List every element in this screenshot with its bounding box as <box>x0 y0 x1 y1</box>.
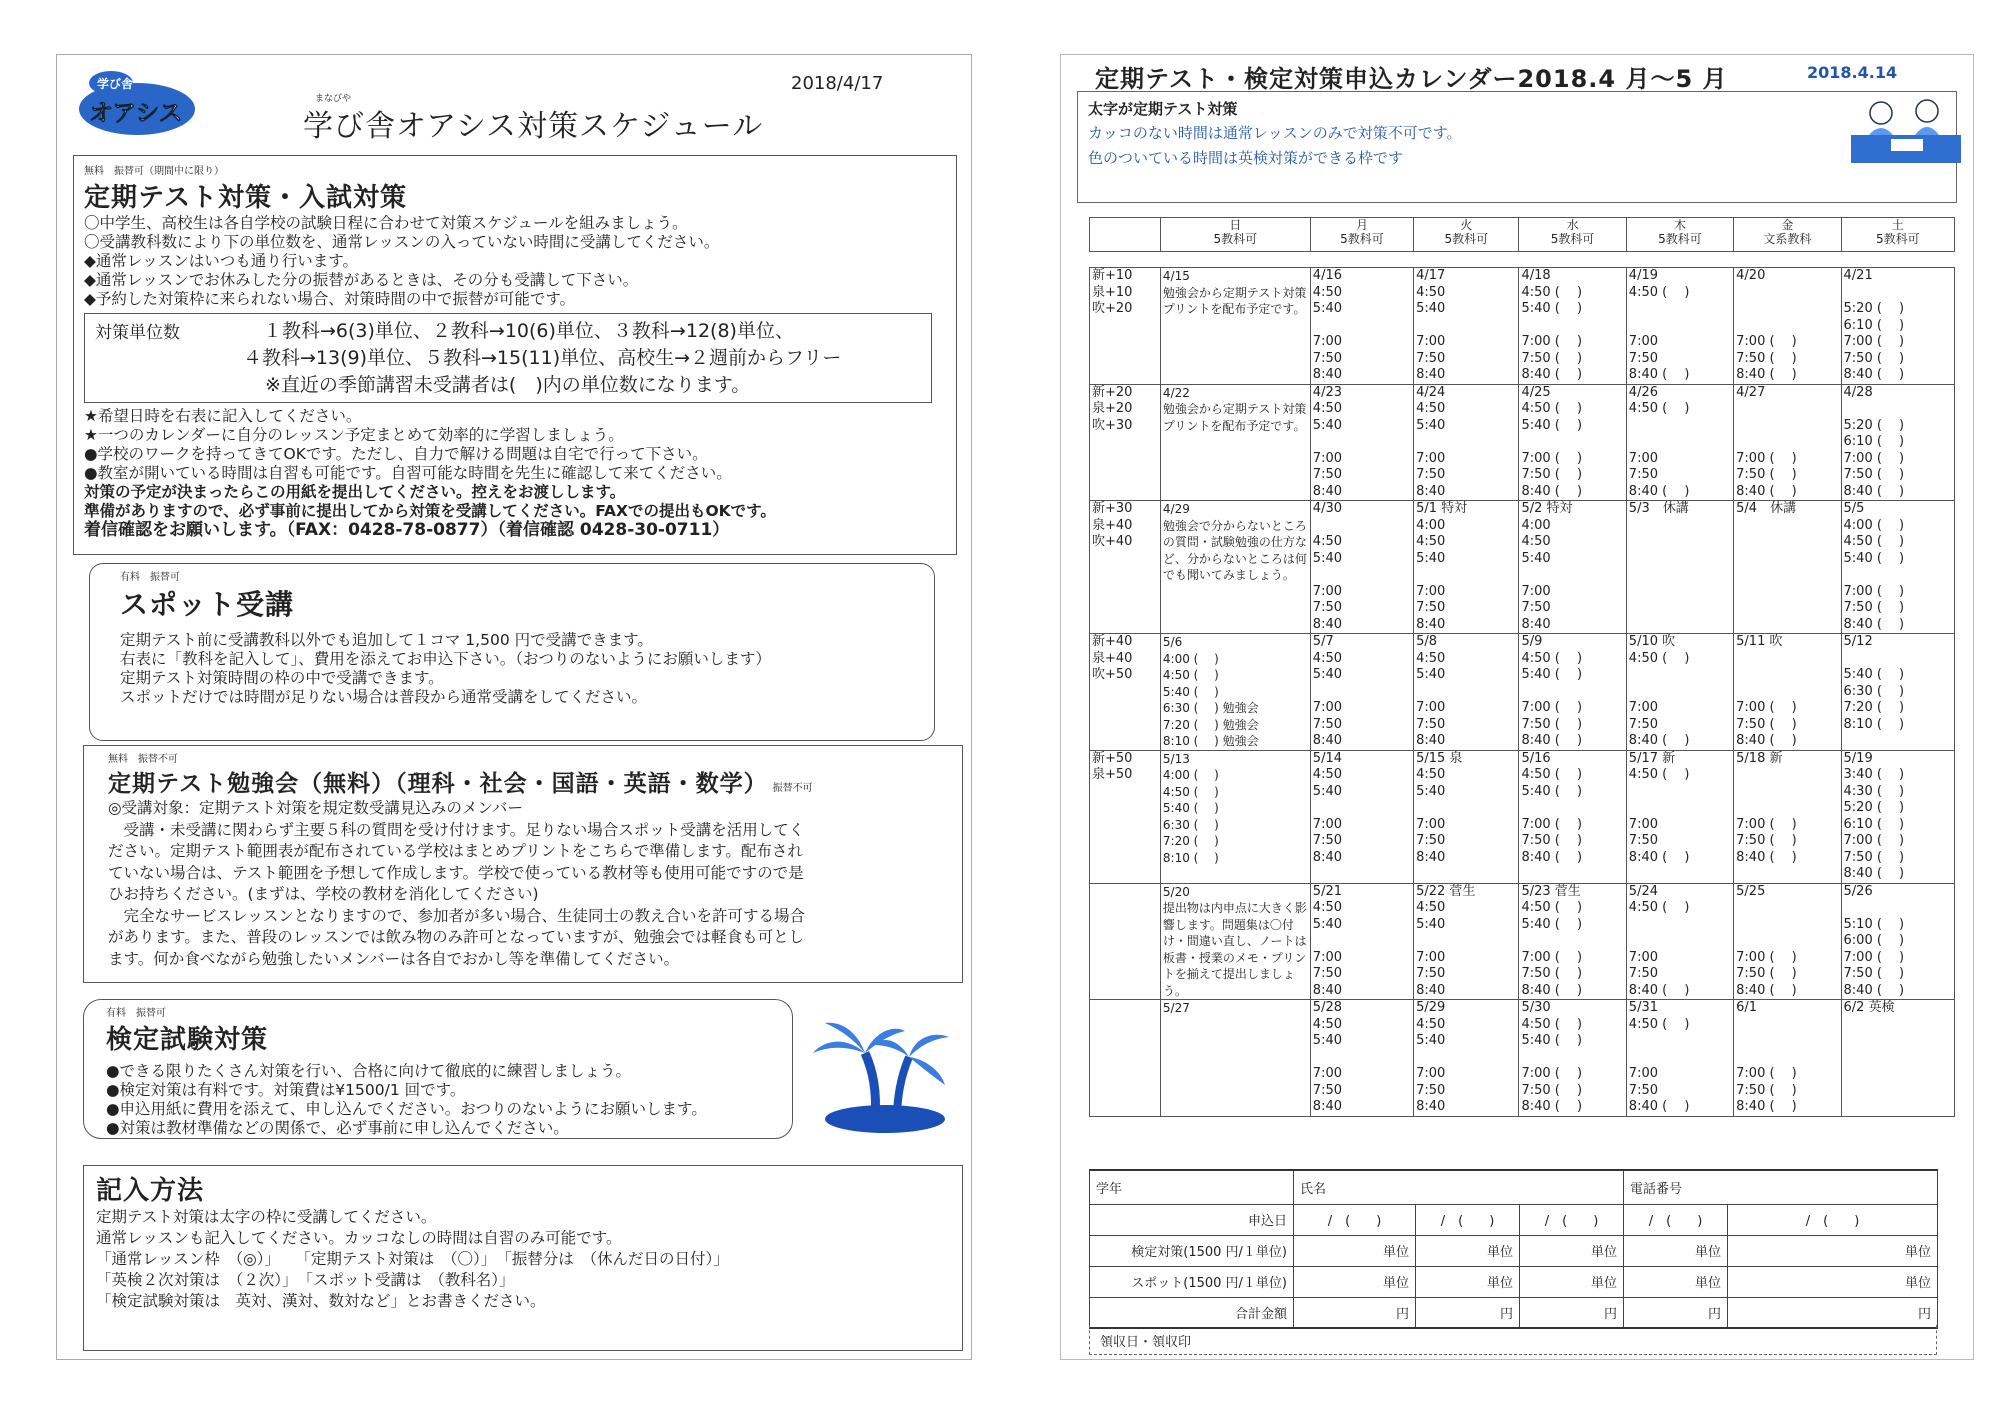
svg-text:学び舎: 学び舎 <box>97 77 134 91</box>
sec3-note: 無料 振替不可 <box>108 754 178 765</box>
section-teiki-test <box>73 155 957 555</box>
sec1-after: ●学校のワークを持ってきてOKです。ただし、自力で解ける問題は自宅で行って下さい。 <box>84 445 708 463</box>
form-cell[interactable]: 単位 <box>1416 1266 1520 1297</box>
day-cell-tue[interactable]: 5/8 4:50 5:40 7:00 7:50 8:40 <box>1414 634 1519 751</box>
calendar-week-row <box>1090 634 1955 751</box>
day-cell-thu[interactable]: 5/31 4:50 ( ) 7:00 7:50 8:40 ( ) <box>1626 1000 1733 1117</box>
day-cell-fri[interactable]: 5/18 新 7:00 ( ) 7:50 ( ) 8:40 ( ) <box>1734 750 1841 883</box>
section-kinyu <box>83 1165 963 1351</box>
sec3-line: 受講・未受講に関わらず主要５科の質問を受け付けます。足りない場合スポット受講を活用してく <box>108 820 805 839</box>
receipt-label: 領収日・領収印 <box>1100 1335 1192 1350</box>
legend-box <box>1077 91 1957 203</box>
form-cell[interactable]: 単位 <box>1728 1235 1938 1266</box>
day-cell-fri[interactable]: 4/20 7:00 ( ) 7:50 ( ) 8:40 ( ) <box>1734 268 1841 385</box>
sec5-heading: 記入方法 <box>96 1176 205 1206</box>
unit-count-label: 対策単位数 <box>95 323 180 343</box>
sec5-line: 「検定試験対策は 英対、漢対、数対など」とお書きください。 <box>96 1292 546 1310</box>
form-row-label: スポット(1500 円/１単位) <box>1090 1266 1294 1297</box>
form-cell[interactable]: 単位 <box>1624 1266 1728 1297</box>
week-count-cell: 新+20 泉+20 吹+30 <box>1090 384 1161 501</box>
form-cell[interactable]: 単位 <box>1294 1266 1416 1297</box>
form-cell[interactable]: 単位 <box>1294 1235 1416 1266</box>
application-form <box>1089 1169 1938 1329</box>
day-cell-thu[interactable]: 4/19 4:50 ( ) 7:00 7:50 8:40 ( ) <box>1626 268 1733 385</box>
sec5-line: 定期テスト対策は太字の枠に受講してください。 <box>96 1208 437 1226</box>
day-cell-tue[interactable]: 5/29 4:50 5:40 7:00 7:50 8:40 <box>1414 1000 1519 1117</box>
week-count-cell: 新+40 泉+40 吹+50 <box>1090 634 1161 751</box>
sec3-line: ひお持ちください。(まずは、学校の教材を消化してください) <box>108 885 539 903</box>
left-date: 2018/4/17 <box>791 73 884 94</box>
header-thu: 木 5教科可 <box>1626 218 1733 252</box>
calendar-corner <box>1090 218 1161 252</box>
calendar-table <box>1089 217 1955 1117</box>
form-cell[interactable]: 単位 <box>1520 1235 1624 1266</box>
sec2-note: 有料 振替可 <box>120 572 180 583</box>
day-cell-sat[interactable]: 6/2 英検 <box>1841 1000 1954 1117</box>
week-count-cell <box>1090 883 1161 1000</box>
form-cell[interactable]: 単位 <box>1416 1235 1520 1266</box>
week-count-cell <box>1090 1000 1161 1117</box>
header-sun: 日 5教科可 <box>1160 218 1310 252</box>
week-count-cell: 新+10 泉+10 吹+20 <box>1090 268 1161 385</box>
day-cell-tue[interactable]: 4/17 4:50 5:40 7:00 7:50 8:40 <box>1414 268 1519 385</box>
day-cell-tue[interactable]: 5/22 菅生 4:50 5:40 7:00 7:50 8:40 <box>1414 883 1519 1000</box>
day-cell-sat[interactable]: 5/5 4:00 ( ) 4:50 ( ) 5:40 ( ) 7:00 ( ) 7:50 ( ) 8:40 ( ) <box>1841 501 1954 634</box>
day-cell-wed[interactable]: 5/9 4:50 ( ) 5:40 ( ) 7:00 ( ) 7:50 ( ) 8:40 ( ) <box>1519 634 1626 751</box>
sec2-line: 定期テスト前に受講教科以外でも追加して１コマ 1,500 円で受講できます。 <box>120 631 653 649</box>
sec5-line: 「英検２次対策は （２次）」 「スポット受講は （教科名）」 <box>96 1271 515 1289</box>
sec3-line: 完全なサービスレッスンとなりますので、参加者が多い場合、生徒同士の教え合いを許可する場合 <box>108 906 806 925</box>
form-row-label: 合計金額 <box>1090 1297 1294 1328</box>
day-cell-sat[interactable]: 4/21 5:20 ( ) 6:10 ( ) 7:00 ( ) 7:50 ( ) 8:40 ( ) <box>1841 268 1954 385</box>
day-cell-fri[interactable]: 5/11 吹 7:00 ( ) 7:50 ( ) 8:40 ( ) <box>1734 634 1841 751</box>
day-cell-thu[interactable]: 5/3 休講 <box>1626 501 1733 634</box>
header-tue: 火 5教科可 <box>1414 218 1519 252</box>
sec3-line: ◎受講対象：定期テスト対策を規定数受講見込みのメンバー <box>108 799 523 817</box>
right-page <box>1060 54 1974 1360</box>
day-cell-fri[interactable]: 6/1 7:00 ( ) 7:50 ( ) 8:40 ( ) <box>1734 1000 1841 1117</box>
day-cell-sun[interactable]: 4/22 勉強会から定期テスト対策プリントを配布予定です。 <box>1160 384 1310 501</box>
sec3-line: ださい。定期テスト範囲表が配布されている学校はまとめプリントをこちらで準備します。配布され <box>108 842 803 860</box>
sec4-note: 有料 振替可 <box>106 1008 166 1019</box>
form-cell[interactable]: / ( ) <box>1624 1204 1728 1235</box>
day-cell-fri[interactable]: 5/25 7:00 ( ) 7:50 ( ) 8:40 ( ) <box>1734 883 1841 1000</box>
form-cell[interactable]: 単位 <box>1624 1235 1728 1266</box>
day-cell-wed[interactable]: 5/16 4:50 ( ) 5:40 ( ) 7:00 ( ) 7:50 ( ) 8:40 ( ) <box>1519 750 1626 883</box>
sec1-after: ★一つのカレンダーに自分のレッスン予定まとめて効率的に学習しましょう。 <box>84 426 624 444</box>
section-kentei <box>83 999 793 1139</box>
day-cell-thu[interactable]: 4/26 4:50 ( ) 7:00 7:50 8:40 ( ) <box>1626 384 1733 501</box>
svg-text:オアシス: オアシス <box>89 99 183 127</box>
sec5-line: 「通常レッスン枠 （◎）」 「定期テスト対策は （〇）」 「振替分は （休んだ日の日付）」 <box>96 1250 729 1268</box>
day-cell-wed[interactable]: 5/23 菅生 4:50 ( ) 5:40 ( ) 7:00 ( ) 7:50 ( ) 8:40 ( ) <box>1519 883 1626 1000</box>
sec3-line: があります。また、普段のレッスンでは飲み物のみ許可となっていますが、勉強会では軽食も可とし <box>108 928 805 946</box>
week-count-cell: 新+50 泉+50 <box>1090 750 1161 883</box>
students-illustration-icon <box>1851 91 1961 163</box>
sec5-line: 通常レッスンも記入してください。カッコなしの時間は自習のみ可能です。 <box>96 1229 622 1247</box>
sec1-line: 〇受講教科数により下の単位数を、通常レッスンの入っていない時間に受講してください。 <box>84 233 720 251</box>
day-cell-sat[interactable]: 5/19 3:40 ( ) 4:30 ( ) 5:20 ( ) 6:10 ( ) 7:00 ( ) 7:50 ( ) 8:40 ( ) <box>1841 750 1954 883</box>
calendar-week-row <box>1090 501 1955 634</box>
form-cell[interactable]: 円 <box>1416 1297 1520 1328</box>
day-cell-sat[interactable]: 5/26 5:10 ( ) 6:00 ( ) 7:00 ( ) 7:50 ( ) 8:40 ( ) <box>1841 883 1954 1000</box>
day-cell-fri[interactable]: 4/27 7:00 ( ) 7:50 ( ) 8:40 ( ) <box>1734 384 1841 501</box>
sec3-line: ます。何か食べながら勉強したいメンバーは各自でおかし等を準備してください。 <box>108 949 680 968</box>
palm-tree-icon <box>805 1001 955 1141</box>
sec3-heading: 定期テスト勉強会（無料）（理科・社会・国語・英語・数学） <box>108 771 768 797</box>
header-fri: 金 文系教科 <box>1734 218 1841 252</box>
calendar-week-row <box>1090 1000 1955 1117</box>
header-mon: 月 5教科可 <box>1310 218 1413 252</box>
form-cell[interactable]: 円 <box>1624 1297 1728 1328</box>
sec3-line: ていない場合は、テスト範囲を予想して作成します。学校で使っている教材等も使用可能ですので是 <box>108 863 804 882</box>
legend-bold: 太字が定期テスト対策 <box>1088 100 1238 118</box>
calendar-week-row <box>1090 883 1955 1000</box>
week-count-cell: 新+30 泉+40 吹+40 <box>1090 501 1161 634</box>
day-cell-mon[interactable]: 4/23 4:50 5:40 7:00 7:50 8:40 <box>1310 384 1413 501</box>
form-cell[interactable]: 単位 <box>1728 1266 1938 1297</box>
day-cell-sun[interactable]: 4/15 勉強会から定期テスト対策プリントを配布予定です。 <box>1160 268 1310 385</box>
day-cell-fri[interactable]: 5/4 休講 <box>1734 501 1841 634</box>
sec4-line: ●検定対策は有料です。対策費は¥1500/1 回です。 <box>106 1081 466 1099</box>
day-cell-wed[interactable]: 5/30 4:50 ( ) 5:40 ( ) 7:00 ( ) 7:50 ( ) 8:40 ( ) <box>1519 1000 1626 1117</box>
sec2-heading: スポット受講 <box>120 588 295 621</box>
section-benkyokai <box>83 745 963 983</box>
day-cell-sun[interactable]: 5/27 <box>1160 1000 1310 1117</box>
day-cell-mon[interactable]: 5/28 4:50 5:40 7:00 7:50 8:40 <box>1310 1000 1413 1117</box>
sec1-after: ●教室が開いている時間は自習も可能です。自習可能な時間を先生に確認して来てください。 <box>84 464 732 482</box>
form-row-label: 申込日 <box>1090 1204 1294 1235</box>
unit-count-box <box>84 313 932 403</box>
unit-line: ４教科→13(9)単位、５教科→15(11)単位、高校生→２週前からフリー <box>243 347 842 369</box>
form-cell[interactable]: 単位 <box>1520 1266 1624 1297</box>
receipt-row <box>1089 1325 1937 1355</box>
form-cell[interactable]: 円 <box>1294 1297 1416 1328</box>
calendar-date: 2018.4.14 <box>1807 63 1898 82</box>
day-cell-mon[interactable]: 4/16 4:50 5:40 7:00 7:50 8:40 <box>1310 268 1413 385</box>
sec2-line: 定期テスト対策時間の枠の中で受講できます。 <box>120 669 444 687</box>
left-title: 学び舎オアシス対策スケジュール <box>303 109 764 144</box>
day-cell-sun[interactable]: 5/13 4:00 ( ) 4:50 ( ) 5:40 ( ) 6:30 ( ) 7:20 ( ) 8:10 ( ) <box>1160 750 1310 883</box>
day-cell-wed[interactable]: 4/25 4:50 ( ) 5:40 ( ) 7:00 ( ) 7:50 ( ) 8:40 ( ) <box>1519 384 1626 501</box>
name-label[interactable]: 氏名 <box>1294 1170 1624 1204</box>
form-cell[interactable]: / ( ) <box>1520 1204 1624 1235</box>
calendar-week-row <box>1090 384 1955 501</box>
sec3-tag: 振替不可 <box>772 783 813 794</box>
form-cell[interactable]: 円 <box>1520 1297 1624 1328</box>
day-cell-sat[interactable]: 5/12 5:40 ( ) 6:30 ( ) 7:20 ( ) 8:10 ( ) <box>1841 634 1954 751</box>
left-page <box>56 54 972 1360</box>
grade-label[interactable]: 学年 <box>1090 1170 1294 1204</box>
calendar-week-row <box>1090 750 1955 883</box>
day-cell-mon[interactable]: 4/30 4:50 5:40 7:00 7:50 8:40 <box>1310 501 1413 634</box>
sec1-after: 準備がありますので、必ず事前に提出してから対策を受講してください。FAXでの提出もOKです。 <box>84 502 776 520</box>
phone-label[interactable]: 電話番号 <box>1624 1170 1938 1204</box>
oasis-logo <box>75 65 205 141</box>
form-cell[interactable]: / ( ) <box>1294 1204 1416 1235</box>
legend-line: カッコのない時間は通常レッスンのみで対策不可です。 <box>1088 124 1462 142</box>
sec1-line: ◆通常レッスンはいつも通り行います。 <box>84 252 359 270</box>
sec4-line: ●申込用紙に費用を添えて、申し込んでください。おつりのないようにお願いします。 <box>106 1100 707 1118</box>
day-cell-tue[interactable]: 4/24 4:50 5:40 7:00 7:50 8:40 <box>1414 384 1519 501</box>
legend-line: 色のついている時間は英検対策ができる枠です <box>1088 149 1404 167</box>
day-cell-sat[interactable]: 4/28 5:20 ( ) 6:10 ( ) 7:00 ( ) 7:50 ( ) 8:40 ( ) <box>1841 384 1954 501</box>
form-cell[interactable]: 円 <box>1728 1297 1938 1328</box>
day-cell-sun[interactable]: 4/29 勉強会で分からないところの質問・試験勉強の仕方など、分からないところは何でも聞いてみましょう。 <box>1160 501 1310 634</box>
sec1-line: ◆通常レッスンでお休みした分の振替があるときは、その分も受講して下さい。 <box>84 271 639 289</box>
unit-line: ※直近の季節講習未受講者は( )内の単位数になります。 <box>265 374 751 396</box>
sec1-after: 対策の予定が決まったらこの用紙を提出してください。控えをお渡しします。 <box>84 483 626 501</box>
header-wed: 水 5教科可 <box>1519 218 1626 252</box>
day-cell-thu[interactable]: 5/24 4:50 ( ) 7:00 7:50 8:40 ( ) <box>1626 883 1733 1000</box>
header-sat: 土 5教科可 <box>1841 218 1954 252</box>
day-cell-wed[interactable]: 5/2 特対 4:00 4:50 5:40 7:00 7:50 8:40 <box>1519 501 1626 634</box>
title-ruby: まなびや <box>315 94 352 104</box>
day-cell-mon[interactable]: 5/14 4:50 5:40 7:00 7:50 8:40 <box>1310 750 1413 883</box>
sec2-line: 右表に「教科を記入して」、費用を添えてお申込下さい。（おつりのないようにお願いします） <box>120 650 771 668</box>
day-cell-sun[interactable]: 5/20 提出物は内申点に大きく影響します。問題集は〇付け・間違い直し、ノートは板書・授業のメモ・プリントを揃えて提出しましょう。 <box>1160 883 1310 1000</box>
sec1-note: 無料 振替可（期間中に限り） <box>84 166 224 177</box>
sec1-line: 〇中学生、高校生は各自学校の試験日程に合わせて対策スケジュールを組みましょう。 <box>84 214 688 232</box>
day-cell-tue[interactable]: 5/15 泉 4:50 5:40 7:00 7:50 8:40 <box>1414 750 1519 883</box>
day-cell-mon[interactable]: 5/7 4:50 5:40 7:00 7:50 8:40 <box>1310 634 1413 751</box>
day-cell-mon[interactable]: 5/21 4:50 5:40 7:00 7:50 8:40 <box>1310 883 1413 1000</box>
form-cell[interactable]: / ( ) <box>1728 1204 1938 1235</box>
unit-line: １教科→6(3)単位、２教科→10(6)単位、３教科→12(8)単位、 <box>263 320 794 342</box>
sec4-heading: 検定試験対策 <box>106 1025 269 1055</box>
day-cell-tue[interactable]: 5/1 特対 4:00 4:50 5:40 7:00 7:50 8:40 <box>1414 501 1519 634</box>
calendar-week-row <box>1090 268 1955 385</box>
sec4-line: ●対策は教材準備などの関係で、必ず事前に申し込んでください。 <box>106 1119 569 1137</box>
sec1-after: ★希望日時を右表に記入してください。 <box>84 407 362 425</box>
calendar-title: 定期テスト・検定対策申込カレンダー2018.4 月～5 月 <box>1095 65 1728 93</box>
day-cell-thu[interactable]: 5/10 吹 4:50 ( ) 7:00 7:50 8:40 ( ) <box>1626 634 1733 751</box>
sec1-heading: 定期テスト対策・入試対策 <box>84 183 407 213</box>
sec4-line: ●できる限りたくさん対策を行い、合格に向けて徹底的に練習しましょう。 <box>106 1062 632 1080</box>
form-cell[interactable]: / ( ) <box>1416 1204 1520 1235</box>
sec1-after: 着信確認をお願いします。（FAX：0428-78-0877）（着信確認 0428-30-0711） <box>84 520 730 540</box>
sec1-line: ◆予約した対策枠に来られない場合、対策時間の中で振替が可能です。 <box>84 290 576 308</box>
section-spot <box>89 563 935 741</box>
day-cell-thu[interactable]: 5/17 新 4:50 ( ) 7:00 7:50 8:40 ( ) <box>1626 750 1733 883</box>
sec2-line: スポットだけでは時間が足りない場合は普段から通常受講をしてください。 <box>120 688 648 706</box>
form-row-label: 検定対策(1500 円/１単位) <box>1090 1235 1294 1266</box>
day-cell-sun[interactable]: 5/6 4:00 ( ) 4:50 ( ) 5:40 ( ) 6:30 ( ) 勉強会 7:20 ( ) 勉強会 8:10 ( ) 勉強会 <box>1160 634 1310 751</box>
day-cell-wed[interactable]: 4/18 4:50 ( ) 5:40 ( ) 7:00 ( ) 7:50 ( ) 8:40 ( ) <box>1519 268 1626 385</box>
